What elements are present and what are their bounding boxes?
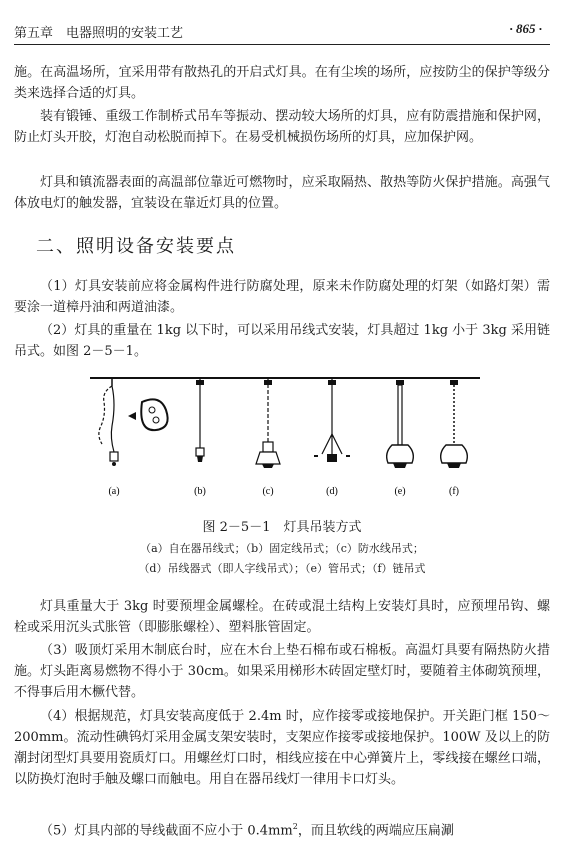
- lamp-hanging-figure: [90, 372, 480, 502]
- paragraph-9-end: ，而且软线的两端应压扁涮: [297, 823, 454, 839]
- lamp-b: [196, 378, 204, 462]
- label-d: (d): [326, 486, 338, 497]
- label-a: (a): [108, 486, 120, 497]
- paragraph-9: [14, 816, 550, 841]
- section-title: 二、照明设备安装要点: [36, 236, 236, 257]
- paragraph-1: 施。在高温场所，宜采用带有散热孔的开启式灯具。在有尘埃的场所，应按防尘的保护等级分类来选择合适的灯具。: [14, 65, 550, 101]
- paragraph-9-sup: 2: [292, 822, 298, 831]
- lamp-c: [256, 378, 280, 468]
- label-f: (f): [449, 486, 459, 497]
- figure-caption: 图 2－5－1 灯具吊装方式: [202, 520, 362, 535]
- paragraph-5: （2）灯具的重量在 1kg 以下时，可以采用吊线式安装，灯具超过 1kg 小于 3kg 采用链吊式。如图 2－5－1。: [14, 323, 550, 359]
- paragraph-4: （1）灯具安装前应将金属构件进行防腐处理，原来未作防腐处理的灯架（如路灯架）需要涂一道樟丹油和两道油漆。: [14, 279, 550, 315]
- lamp-a: [99, 378, 168, 466]
- paragraph-2: 装有锻锤、重级工作制桥式吊车等振动、摆动较大场所的灯具，应有防震措施和保护网，防止灯头开胶，灯泡自动松脱而掉下。在易受机械损伤场所的灯具，应加保护网。: [14, 109, 550, 145]
- label-b: (b): [194, 486, 206, 497]
- lamp-f: [441, 380, 468, 468]
- lamp-e: [387, 380, 414, 468]
- paragraph-8: （4）根据规范，灯具安装高度低于 2.4m 时，应作接零或接地保护。开关距门框 150～200mm。流动性碘钨灯采用金属支架安装时，支架应作接零或接地保护。100W 及以上的防潮封闭型灯具要用瓷质灯口。用螺丝灯口时，相线应接在中心弹簧片上，零线接在螺丝口端，以防换灯泡时手触及螺口而触电。用自在器吊线灯一律用卡口灯头。: [14, 709, 550, 787]
- page-header: [14, 18, 550, 45]
- paragraph-9-start: （5）灯具内部的导线截面不应小于 0.4mm: [40, 823, 293, 839]
- lamp-d: [314, 378, 350, 462]
- paragraph-3: 灯具和镇流器表面的高温部位靠近可燃物时，应采取隔热、散热等防火保护措施。高强气体放电灯的触发器，宜装设在靠近灯具的位置。: [14, 175, 550, 211]
- paragraph-6: 灯具重量大于 3kg 时要预埋金属螺栓。在砖或混土结构上安装灯具时，应预埋吊钩、螺栓或采用沉头式胀管（即膨胀螺栓）、塑料胀管固定。: [14, 599, 550, 635]
- figure-legend-line1: （a）自在器吊线式；（b）固定线吊式；（c）防水线吊式；: [140, 542, 424, 555]
- label-c: (c): [262, 486, 274, 497]
- chapter-title: 第五章 电器照明的安装工艺: [14, 26, 184, 41]
- figure-legend-line2: （d）吊线器式（即人字线吊式）；（e）管吊式；（f）链吊式: [138, 562, 426, 575]
- paragraph-7: （3）吸顶灯采用木制底台时，应在木台上垫石棉布或石棉板。高温灯具要有隔热防火措施。灯头距离易燃物不得小于 30cm。如果采用梯形木砖固定壁灯时，要随着主体砌筑预埋，不得事后用木橛代替。: [14, 643, 550, 700]
- label-e: (e): [394, 486, 406, 497]
- page-number: · 865 ·: [509, 21, 542, 36]
